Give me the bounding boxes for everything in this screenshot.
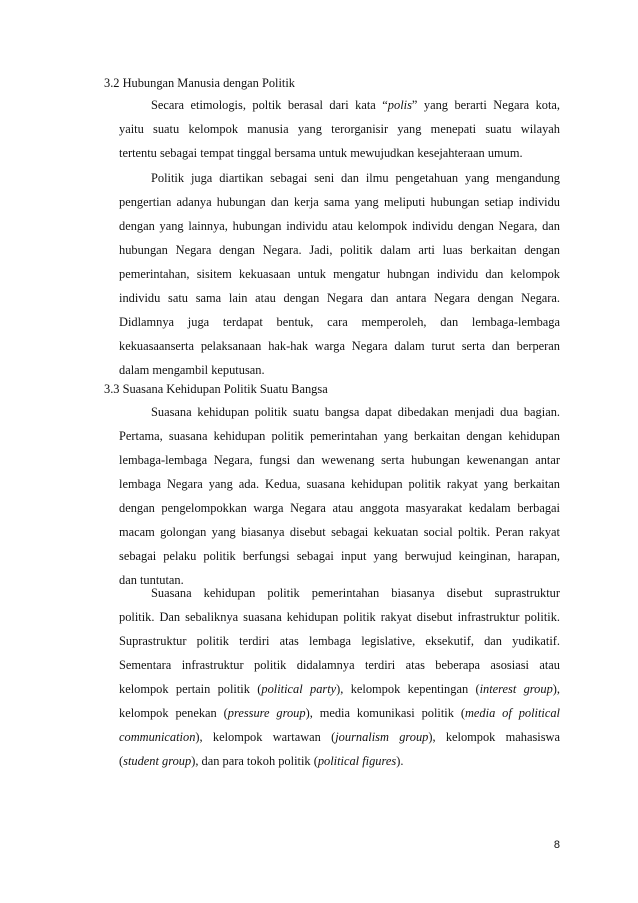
text-line: dan tuntutan. [119,573,184,587]
text-line: tertentu sebagai tempat tinggal bersama untuk mewujudkan kesejahteraan umum. [119,146,523,160]
italic-term: political figures [317,754,397,768]
text-line: yaitu suatu kelompok manusia yang terorganisir yang menepati suatu wilayah [119,122,560,136]
text-line: dengan yang lainnya, hubungan individu atau kelompok individu dengan Negara, dan [119,219,560,233]
page-number: 8 [553,839,560,851]
text-line: sebagai pelaku politik berfungsi sebagai input yang berwujud keinginan, harapan, [119,549,560,563]
text-line: Suasana kehidupan politik pemerintahan biasanya disebut suprastruktur [151,586,560,600]
italic-term: polis [387,98,412,112]
paragraph [119,581,560,773]
text-line: dengan pengelompokkan warga Negara atau anggota masyarakat kedalam berbagai [119,501,560,515]
text-line: pengertian adanya hubungan dan kerja sama yang meliputi hubungan setiap individu [119,195,560,209]
text-line: kelompok pertain politik (political party), kelompok kepentingan (interest group), [119,682,560,696]
italic-term: interest group [479,682,553,696]
section-heading-3-2: 3.2 Hubungan Manusia dengan Politik [104,76,296,90]
text-line: Pertama, suasana kehidupan politik pemerintahan yang berkaitan dengan kehidupan [119,429,560,443]
text-line: macam golongan yang biasanya disebut sebagai kekuatan social poltik. Peran rakyat [119,525,560,539]
italic-term: student group [123,754,192,768]
text-line: individu satu sama lain atau dengan Negara dan antara Negara dengan Negara. [119,291,560,305]
text-line: Suprastruktur politik terdiri atas lembaga legislative, eksekutif, dan yudikatif. [119,634,560,648]
paragraph [119,166,560,382]
text-line: politik. Dan sebaliknya suasana kehidupan politik rakyat disebut infrastruktur politik. [119,610,560,624]
text-line: Secara etimologis, poltik berasal dari kata “polis” yang berarti Negara kota, [151,98,560,112]
paragraph [119,400,560,592]
text-line: kelompok penekan (pressure group), media komunikasi politik (media of political [119,706,560,720]
text-line: lembaga-lembaga Negara, fungsi dan wewenang serta hubungan kewenangan antar [119,453,560,467]
italic-term: media of political [464,706,560,720]
text-line: dalam mengambil keputusan. [119,363,265,377]
text-line: kekuasaanserta pelaksanaan hak-hak warga Negara dalam turut serta dan berperan [119,339,560,353]
text-line: lembaga Negara yang ada. Kedua, suasana kehidupan politik rakyat yang berkaitan [119,477,560,491]
italic-term: pressure group [227,706,306,720]
text-line: hubungan Negara dengan Negara. Jadi, politik dalam arti luas berkaitan dengan [119,243,560,257]
text-line: (student group), dan para tokoh politik (political figures). [119,754,404,768]
paragraph [119,93,560,165]
text-line: Didlamnya juga terdapat bentuk, cara memperoleh, dan lembaga-lembaga [119,315,560,329]
text-line: Suasana kehidupan politik suatu bangsa dapat dibedakan menjadi dua bagian. [151,405,560,419]
text-line: Politik juga diartikan sebagai seni dan ilmu pengetahuan yang mengandung [151,171,560,185]
text-line: pemerintahan, sisitem kekuasaan untuk mengatur hubngan individu dan kelompok [119,267,560,281]
section-heading-3-3: 3.3 Suasana Kehidupan Politik Suatu Bangsa [104,382,328,396]
italic-term: political party [261,682,337,696]
italic-term: communication [119,730,196,744]
text-line: Sementara infrastruktur politik didalamnya terdiri atas beberapa asosiasi atau [119,658,560,672]
italic-term: journalism group [335,730,429,744]
text-line: communication), kelompok wartawan (journalism group), kelompok mahasiswa [119,730,560,744]
